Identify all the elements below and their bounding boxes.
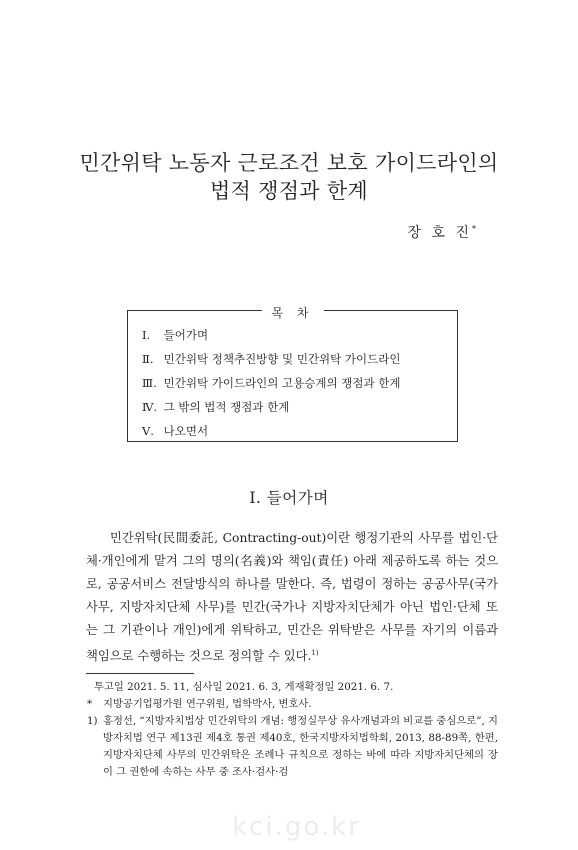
- toc-item-1: [142, 323, 400, 347]
- toc-item-number: Ⅲ.: [142, 376, 157, 390]
- title-line-1: 민간위탁 노동자 근로조건 보호 가이드라인의: [79, 151, 499, 175]
- toc-heading: [128, 302, 457, 321]
- toc-heading-text: 목 차: [262, 306, 324, 320]
- footnote-ref: 1): [311, 649, 319, 657]
- author-text: 장 호 진: [407, 225, 472, 241]
- footnote-divider: [86, 673, 194, 674]
- toc-item-text: 들어가며: [163, 328, 209, 342]
- toc-item-text: 나오면서: [163, 424, 209, 438]
- paper-title: [40, 149, 538, 205]
- author-affiliation: 지방공기업평가원 연구위원, 법학박사, 변호사.: [103, 698, 312, 710]
- body-paragraph-text: 민간위탁(民間委託, Contracting-out)이란 행정기관의 사무를 법인·단체·개인에게 맡겨 그의 명의(名義)와 책임(責任) 아래 제공하도록 하는 것으로, 공공서비스 전달방식의 하나를 말한다. 즉, 법령이 정하는 공공사무(국가사무, 지방자치단체 사무)를 민간(국가나 지방자치단체가 아닌 법인·단체 또는 그 기관이나 개인)에게 위탁하고, 민간은 위탁받은 사무를 자기의 이름과 책임으로 수행하는 것으로 정의할 수 있다.: [86, 531, 498, 664]
- title-line-2: 법적 쟁점과 한계: [209, 179, 369, 203]
- toc-item-number: Ⅳ.: [142, 400, 158, 414]
- toc-item-3: [142, 371, 400, 395]
- toc-item-2: [142, 347, 400, 371]
- toc-item-text: 민간위탁 가이드라인의 고용승계의 쟁점과 한계: [163, 376, 401, 390]
- toc-item-4: [142, 395, 400, 419]
- received-dates-text: 투고일 2021. 5. 11, 심사일 2021. 6. 3, 게재확정일 2021. 6. 7.: [94, 681, 394, 693]
- footnote-1-text: 홍정선, “지방자치법상 민간위탁의 개념: 행정실무상 유사개념과의 비교를 중심으로”, 지방자치법 연구 제13권 제4호 통권 제40호, 한국지방자치법학회, 2013, 88-89쪽, 한편, 지방자치단체 사무의 민간위탁은 조례나 규칙으로 정하는 바에 따라 지방자치단체의 장이 그 권한에 속하는 사무 중 조사·검사·검: [103, 715, 498, 778]
- author-footnote-mark: *: [472, 224, 476, 234]
- toc-item-text: 그 밖의 법적 쟁점과 한계: [163, 400, 290, 414]
- toc-item-text: 민간위탁 정책추진방향 및 민간위탁 가이드라인: [163, 352, 401, 366]
- footnote-mark: 1): [87, 715, 98, 727]
- footnote-received-dates: [86, 679, 498, 696]
- toc-item-number: Ⅱ.: [142, 352, 154, 366]
- footnote-author: [86, 696, 498, 713]
- toc-item-number: Ⅴ.: [142, 424, 154, 438]
- footnote-1: [86, 713, 498, 781]
- body-paragraph: [86, 527, 498, 668]
- section-heading: Ⅰ. 들어가며: [249, 489, 329, 507]
- toc-list: [142, 323, 400, 443]
- watermark: kci.go.kr: [232, 812, 361, 842]
- toc-item-number: Ⅰ.: [142, 328, 151, 342]
- footnote-mark: *: [87, 698, 93, 710]
- author-name: [408, 222, 476, 242]
- table-of-contents: [127, 306, 458, 442]
- toc-item-5: [142, 419, 400, 443]
- body-text: [86, 527, 498, 668]
- footnotes: [86, 679, 498, 781]
